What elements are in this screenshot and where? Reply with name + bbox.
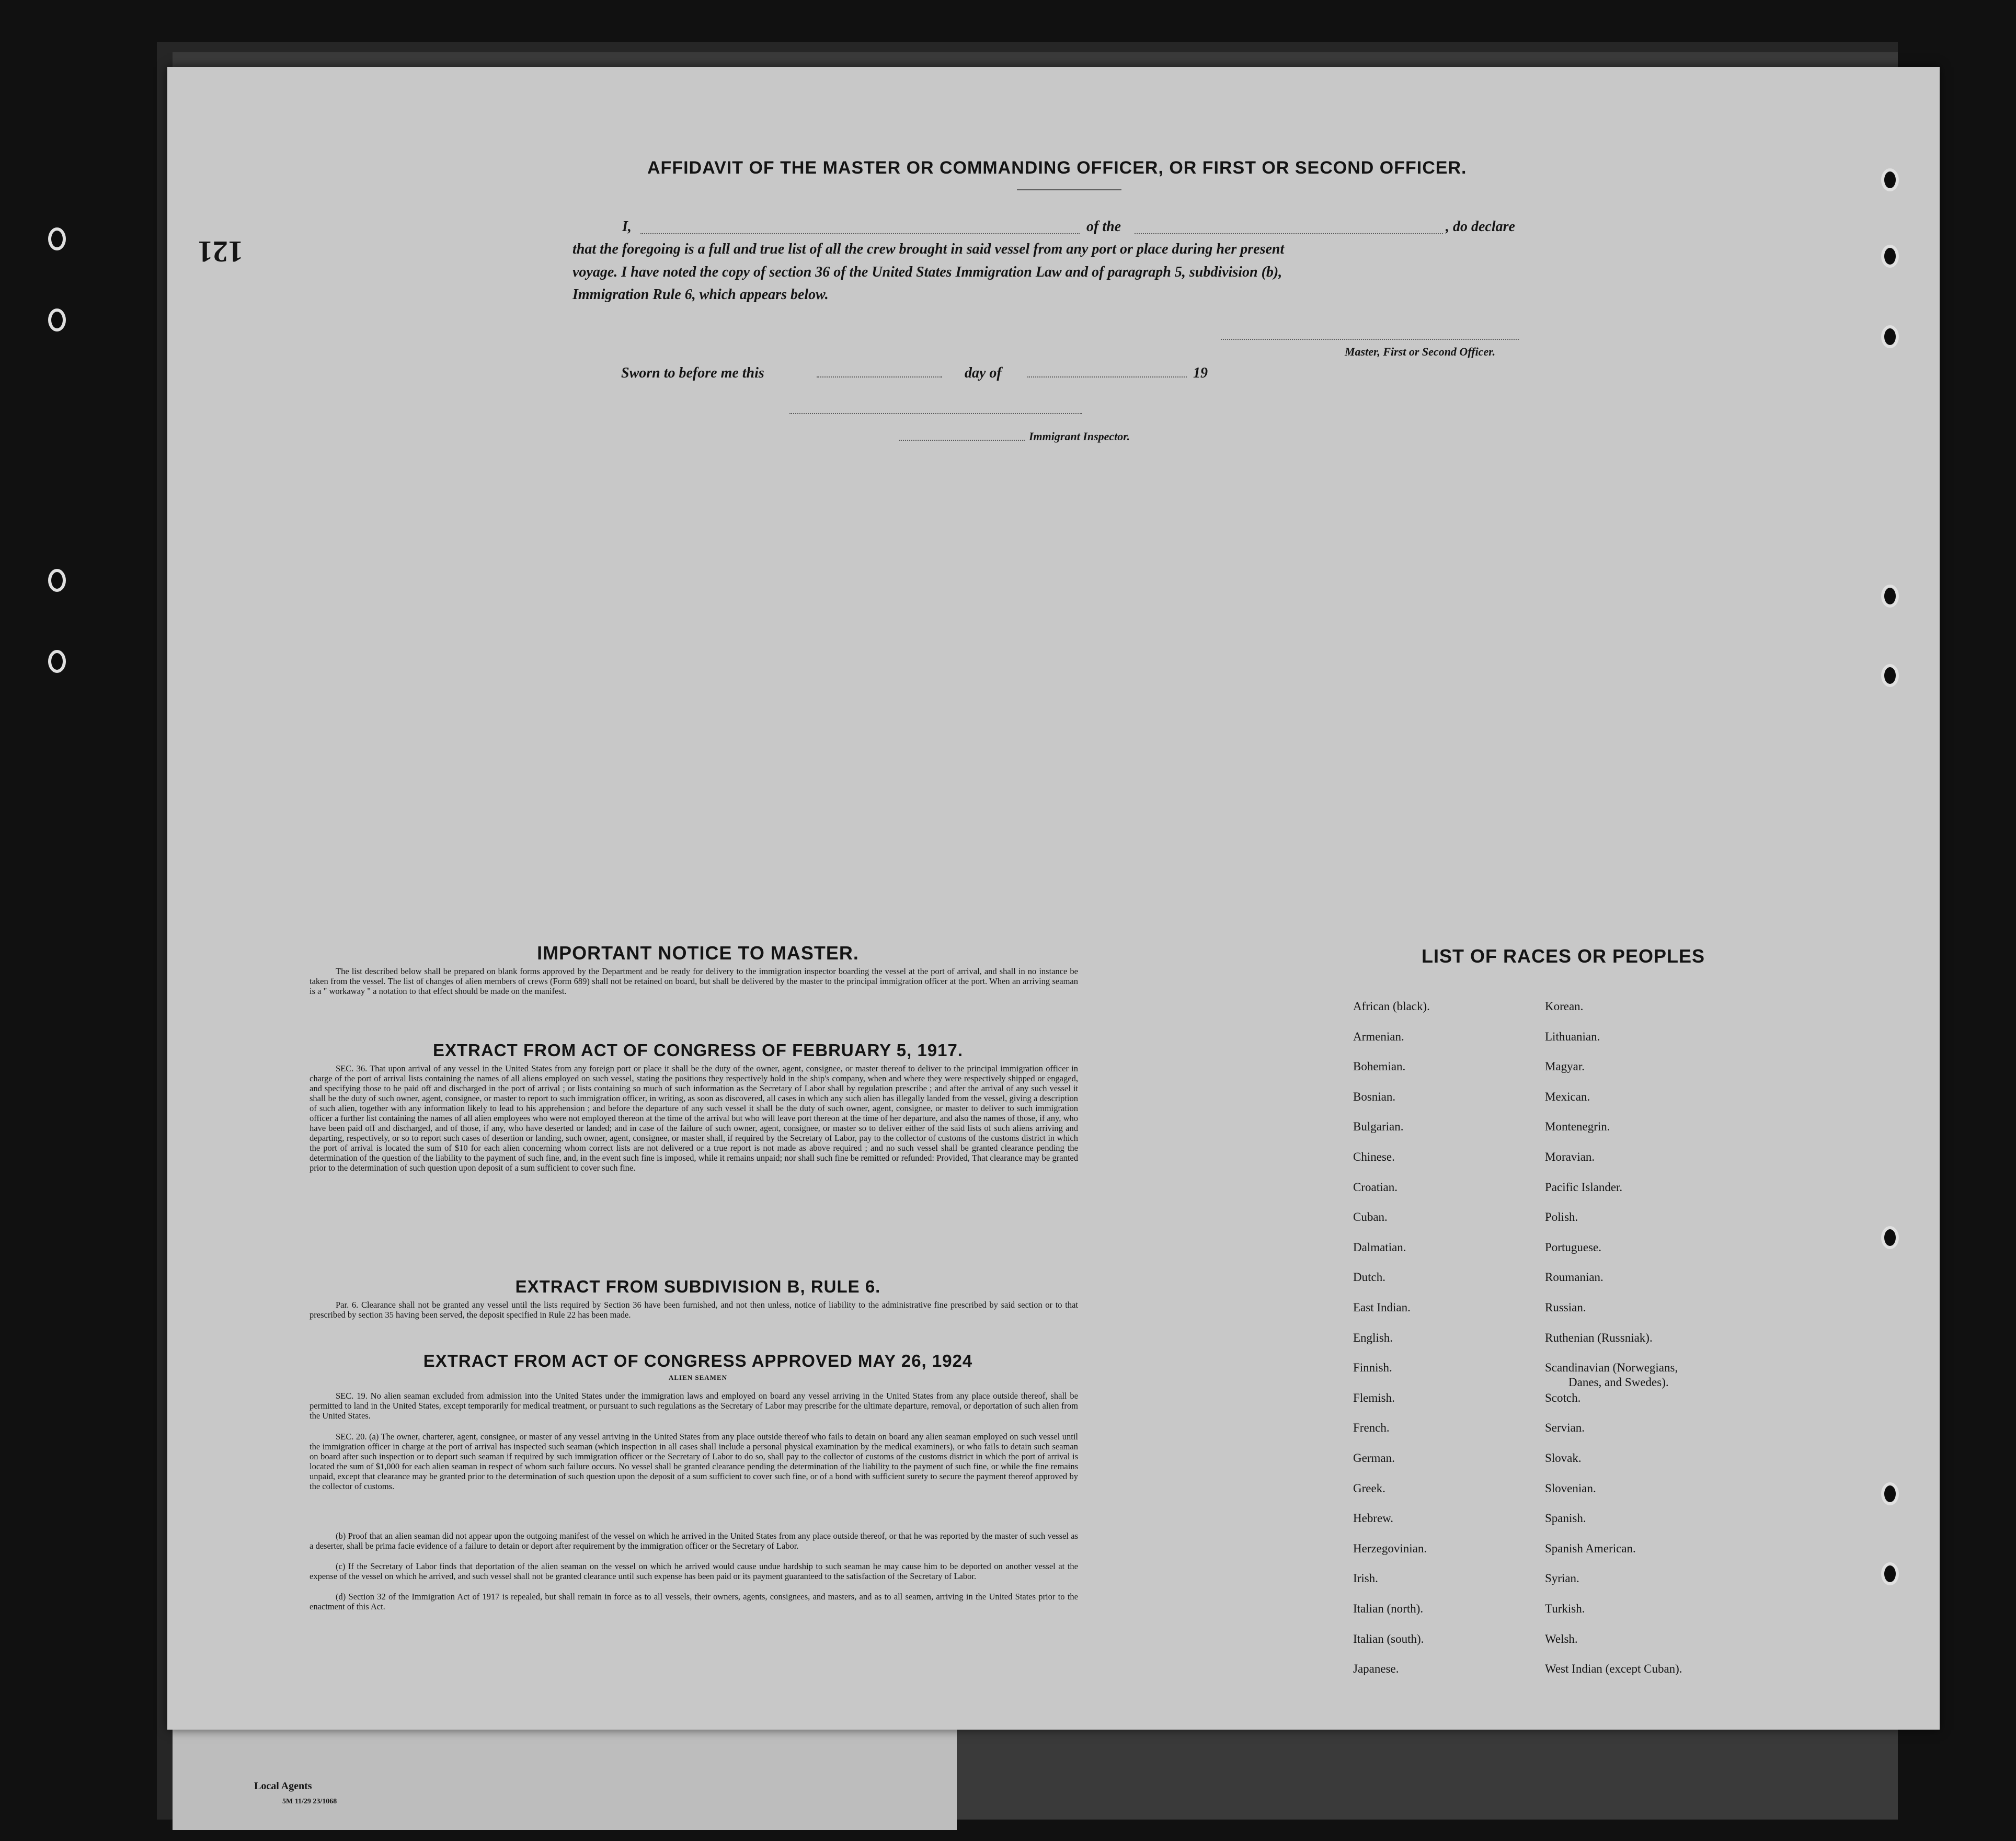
race-item: Irish. xyxy=(1353,1572,1378,1585)
underlying-page-strip xyxy=(173,1725,957,1830)
affidavit-i: I, xyxy=(622,219,632,235)
month-blank xyxy=(1027,376,1187,378)
extract-1924-sec20b: (b) Proof that an alien seaman did not appear upon the outgoing manifest of the vessel on which he arrived in the United States from any place outside thereof, or that he was reported by the master of such vessel as a deserter, shall be prima facie evidence of a failure to detain or deport after requirement by the immigration officer or the Secretary of Labor. xyxy=(310,1531,1078,1551)
race-item: Spanish American. xyxy=(1545,1541,1636,1555)
race-item: Slovenian. xyxy=(1545,1481,1596,1495)
race-item: Magyar. xyxy=(1545,1060,1585,1073)
race-item: Spanish. xyxy=(1545,1512,1586,1525)
race-item: Dalmatian. xyxy=(1353,1240,1406,1254)
inspector-line-1 xyxy=(789,413,1082,414)
race-item: Japanese. xyxy=(1353,1662,1399,1676)
affidavit-line: Immigration Rule 6, which appears below. xyxy=(572,287,829,303)
race-item: Syrian. xyxy=(1545,1572,1579,1585)
race-item: Herzegovinian. xyxy=(1353,1541,1427,1555)
race-item: Croatian. xyxy=(1353,1180,1398,1194)
affidavit-do-declare: , do declare xyxy=(1446,219,1515,235)
race-item: Ruthenian (Russniak). xyxy=(1545,1331,1653,1344)
punch-hole xyxy=(48,227,66,250)
extract-1924-subtitle: ALIEN SEAMEN xyxy=(668,1374,728,1381)
master-label: Master, First or Second Officer. xyxy=(1345,345,1496,358)
race-item: West Indian (except Cuban). xyxy=(1545,1662,1682,1676)
punch-hole xyxy=(1881,168,1899,191)
affidavit-title: AFFIDAVIT OF THE MASTER OR COMMANDING OFFICER, OR FIRST OR SECOND OFFICER. xyxy=(647,158,1467,178)
inspector-label: Immigrant Inspector. xyxy=(1029,430,1130,443)
extract-1924-sec19: SEC. 19. No alien seaman excluded from admission into the United States under the immigration laws and employed on board any vessel arriving in the United States from any place outside thereof, shall be permitted to land in the United States, except temporarily for medical treatment, or pursuant to such regulations as the Secretary of Labor may prescribe for the ultimate departure, removal, or deportation of such alien from the United States. xyxy=(310,1391,1078,1421)
race-item: Polish. xyxy=(1545,1210,1578,1224)
race-item: Cuban. xyxy=(1353,1210,1388,1224)
punch-hole xyxy=(1881,585,1899,608)
day-of-label: day of xyxy=(965,365,1002,381)
extract-rule6-body: Par. 6. Clearance shall not be granted any vessel until the lists required by Section 36 have been furnished, and not then unless, notice of liability to the administrative fine prescribed by said section or to that prescribed by section 35 having been served, the deposit specified in Rule 22 has been made. xyxy=(310,1300,1078,1320)
race-item: Hebrew. xyxy=(1353,1512,1394,1525)
race-item: Portuguese. xyxy=(1545,1240,1601,1254)
races-title: LIST OF RACES OR PEOPLES xyxy=(1421,945,1705,967)
race-item: Bulgarian. xyxy=(1353,1120,1404,1134)
year-label: 19 xyxy=(1193,365,1208,381)
page-number: 121 xyxy=(198,235,243,269)
punch-hole xyxy=(1881,325,1899,348)
race-item: Scotch. xyxy=(1545,1391,1581,1404)
extract-1917-title: EXTRACT FROM ACT OF CONGRESS OF FEBRUARY 5, 1917. xyxy=(432,1040,964,1060)
race-item: East Indian. xyxy=(1353,1301,1411,1314)
punch-hole xyxy=(48,569,66,592)
race-item: French. xyxy=(1353,1421,1390,1435)
race-item: Bohemian. xyxy=(1353,1060,1406,1073)
race-item: Scandinavian (Norwegians, xyxy=(1545,1361,1678,1375)
race-item: Korean. xyxy=(1545,1000,1584,1013)
race-item: Flemish. xyxy=(1353,1391,1395,1404)
extract-rule6-title: EXTRACT FROM SUBDIVISION B, RULE 6. xyxy=(515,1277,881,1296)
extract-1917-body: SEC. 36. That upon arrival of any vessel in the United States from any foreign port or place it shall be the duty of the owner, agent, consignee, or master thereof to deliver to the principal immigration officer in charge of the port of arrival lists containing the names of all aliens employed on such vessel, stating the positions they respectively hold in the ship's company, when and where they were respectively shipped or engaged, and specifying those to be paid off and discharged in the port of arrival ; or lists containing so much of such information as the Secretary of Labor shall by regulation prescribe ; and after the arrival of any such vessel it shall be the duty of such owner, agent, consignee, or master to report to such immigration officer, in writing, as soon as discovered, all cases in which any such alien has illegally landed from the vessel, giving a description of such alien, together with any information likely to lead to his apprehension ; and before the departure of any such vessel it shall be the duty of such owner, agent, consignee, or master to deliver to such immigration officer a further list containing the names of all alien employees who were not employed thereon at the time of the arrival but who will leave port thereon at the time of her departure, and also the names of those, if any, who have been paid off and discharged, and of those, if any, who have deserted or landed; and in case of the failure of such owner, agent, consignee, or master so to deliver either of the said lists of such aliens arriving and departing, respectively, or so to report such cases of desertion or landing, such owner, agent, consignee, or master shall, if required by the Secretary of Labor, pay to the collector of customs of the customs district in which the port of arrival is located the sum of $10 for each alien concerning whom correct lists are not delivered or a true report is not made as above required ; and no such vessel shall be granted clearance pending the determination of the question of the liability to the payment of such fine, and, in the event such fine is imposed, while it remains unpaid; nor shall such fine be remitted or refunded: Provided, That clearance may be granted prior to the determination of such question upon deposit of a sum sufficient to cover such fine. xyxy=(310,1064,1078,1173)
race-item: Turkish. xyxy=(1545,1602,1585,1615)
vessel-blank xyxy=(1135,233,1443,234)
race-item: Dutch. xyxy=(1353,1271,1385,1284)
punch-hole xyxy=(1881,245,1899,268)
name-blank xyxy=(640,233,1080,234)
local-agents-label: Local Agents xyxy=(254,1780,312,1792)
race-item: Roumanian. xyxy=(1545,1271,1603,1284)
punch-hole xyxy=(1881,1562,1899,1585)
title-divider xyxy=(1017,189,1121,190)
punch-hole xyxy=(1881,1482,1899,1505)
race-item: Russian. xyxy=(1545,1301,1586,1314)
race-item: Finnish. xyxy=(1353,1361,1392,1375)
race-item: Bosnian. xyxy=(1353,1090,1396,1103)
race-item: Servian. xyxy=(1545,1421,1585,1435)
race-item: Welsh. xyxy=(1545,1632,1578,1645)
race-item: Lithuanian. xyxy=(1545,1030,1600,1043)
race-item: Pacific Islander. xyxy=(1545,1180,1623,1194)
race-item: African (black). xyxy=(1353,1000,1430,1013)
extract-1924-sec20a: SEC. 20. (a) The owner, charterer, agent, consignee, or master of any vessel arriving in the United States from any place outside thereof who fails to detain on board any alien seaman employed on such vessel until the immigration officer in charge at the port of arrival has inspected such seaman (which inspection in all cases shall include a personal physical examination by the medical examiners), or who fails to detain such seaman on board after such inspection or to deport such seaman if required by such immigration officer or the Secretary of Labor to do so, shall pay to the collector of customs of the customs district in which the port of arrival is located the sum of $1,000 for each alien seaman in respect of whom such failure occurs. No vessel shall be granted clearance pending the determination of the liability to the payment of such fine, or while the fine remains unpaid, except that clearance may be granted prior to the determination of such question upon the deposit of a sum sufficient to cover such fine, or of a bond with sufficient surety to secure the payment thereof approved by the collector of customs. xyxy=(310,1432,1078,1491)
punch-hole xyxy=(48,650,66,673)
race-item: German. xyxy=(1353,1451,1395,1465)
race-item-continuation: Danes, and Swedes). xyxy=(1568,1376,1669,1389)
affidavit-of-the: of the xyxy=(1086,219,1121,235)
extract-1924-sec20c: (c) If the Secretary of Labor finds that deportation of the alien seaman on the vessel on which he arrived would cause undue hardship to such seaman he may cause him to be deported on another vessel at the expense of the vessel on which he arrived, and such vessel shall not be granted clearance until such expense has been paid or its payment guaranteed to the satisfaction of the Secretary of Labor. xyxy=(310,1561,1078,1581)
race-item: Armenian. xyxy=(1353,1030,1404,1043)
master-signature-line xyxy=(1221,339,1519,340)
punch-hole xyxy=(1881,664,1899,687)
race-item: Greek. xyxy=(1353,1481,1385,1495)
race-item: English. xyxy=(1353,1331,1393,1344)
day-blank xyxy=(817,376,942,378)
race-item: Montenegrin. xyxy=(1545,1120,1610,1134)
notice-title: IMPORTANT NOTICE TO MASTER. xyxy=(537,942,859,964)
punch-hole xyxy=(1881,1226,1899,1249)
race-item: Italian (north). xyxy=(1353,1602,1424,1615)
race-item: Moravian. xyxy=(1545,1150,1595,1163)
affidavit-line: that the foregoing is a full and true list of all the crew brought in said vessel from any port or place during her present xyxy=(572,241,1285,257)
race-item: Slovak. xyxy=(1545,1451,1582,1465)
form-code: 5M 11/29 23/1068 xyxy=(282,1798,337,1805)
affidavit-line: voyage. I have noted the copy of section 36 of the United States Immigration Law and of paragraph 5, subdivision (b), xyxy=(572,264,1282,280)
race-item: Italian (south). xyxy=(1353,1632,1424,1645)
race-item: Mexican. xyxy=(1545,1090,1590,1103)
extract-1924-title: EXTRACT FROM ACT OF CONGRESS APPROVED MAY 26, 1924 xyxy=(423,1351,973,1370)
inspector-line-2 xyxy=(899,440,1025,441)
notice-body: The list described below shall be prepared on blank forms approved by the Department and be ready for delivery to the immigration inspector boarding the vessel at the port of arrival, and shall in no instance be taken from the vessel. The list of changes of alien members of crews (Form 689) shall not be retained on board, but shall be delivered by the master to the principal immigration officer at the port. When an arriving seaman is a " workaway " a notation to that effect should be made on the manifest. xyxy=(310,966,1078,996)
punch-hole xyxy=(48,308,66,331)
sworn-label: Sworn to before me this xyxy=(621,365,764,381)
race-item: Chinese. xyxy=(1353,1150,1395,1163)
extract-1924-sec20d: (d) Section 32 of the Immigration Act of 1917 is repealed, but shall remain in force as to all vessels, their owners, agents, consignees, and masters, and as to all seamen, arriving in the United States prior to the enactment of this Act. xyxy=(310,1592,1078,1611)
